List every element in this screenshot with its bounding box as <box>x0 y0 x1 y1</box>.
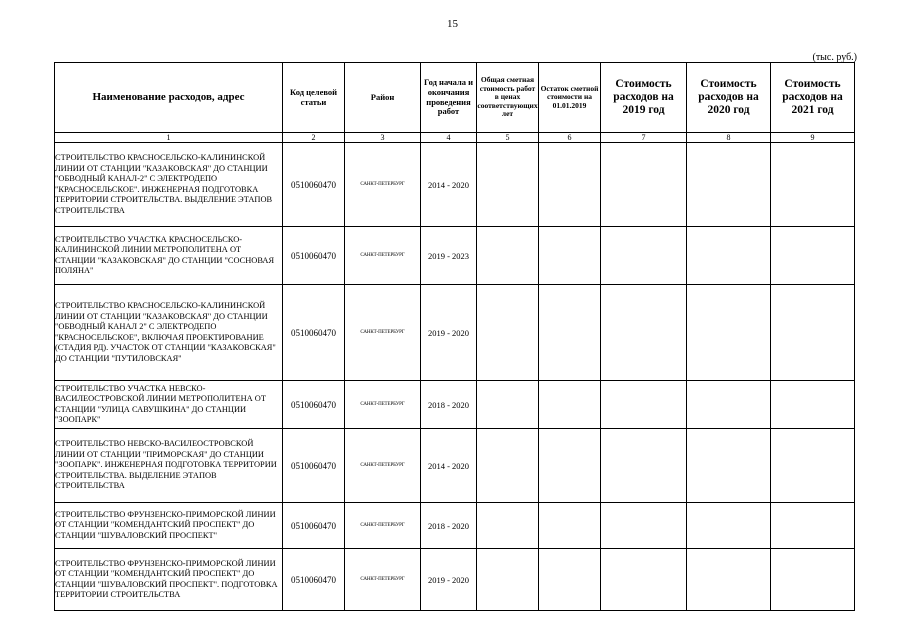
row-years: 2019 - 2020 <box>421 549 477 611</box>
table-row <box>55 227 855 285</box>
column-number: 5 <box>477 133 539 143</box>
unit-note: (тыс. руб.) <box>812 52 857 63</box>
row-code: 0510060470 <box>283 503 345 549</box>
row-region: САНКТ-ПЕТЕРБУРГ <box>345 227 421 285</box>
row-cost-2019 <box>601 549 687 611</box>
row-years: 2014 - 2020 <box>421 429 477 503</box>
row-cost-2020 <box>687 503 771 549</box>
row-years: 2018 - 2020 <box>421 381 477 429</box>
row-cost-2019 <box>601 381 687 429</box>
column-number: 3 <box>345 133 421 143</box>
header-row <box>55 63 855 133</box>
row-total-cost <box>477 227 539 285</box>
header-cost-2020: Стоимость расходов на 2020 год <box>687 63 771 133</box>
row-cost-2019 <box>601 285 687 381</box>
row-cost-2021 <box>771 227 855 285</box>
row-code: 0510060470 <box>283 429 345 503</box>
column-number: 2 <box>283 133 345 143</box>
row-years: 2019 - 2023 <box>421 227 477 285</box>
row-years: 2018 - 2020 <box>421 503 477 549</box>
column-number: 8 <box>687 133 771 143</box>
row-cost-2019 <box>601 227 687 285</box>
row-name: СТРОИТЕЛЬСТВО НЕВСКО-ВАСИЛЕОСТРОВСКОЙ ЛИНИИ ОТ СТАНЦИИ "ПРИМОРСКАЯ" ДО СТАНЦИИ "ЗООПАРК". ИНЖЕНЕРНАЯ ПОДГОТОВКА ТЕРРИТОРИИ СТРОИТЕЛЬСТВА. ВЫДЕЛЕНИЕ ЭТАПОВ СТРОИТЕЛЬСТВА <box>55 429 283 503</box>
row-cost-2021 <box>771 429 855 503</box>
column-number: 7 <box>601 133 687 143</box>
row-code: 0510060470 <box>283 285 345 381</box>
row-name: СТРОИТЕЛЬСТВО УЧАСТКА НЕВСКО-ВАСИЛЕОСТРОВСКОЙ ЛИНИИ МЕТРОПОЛИТЕНА ОТ СТАНЦИИ "УЛИЦА САВУШКИНА" ДО СТАНЦИИ "ЗООПАРК" <box>55 381 283 429</box>
header-cost-2019: Стоимость расходов на 2019 год <box>601 63 687 133</box>
row-cost-2020 <box>687 143 771 227</box>
row-cost-2020 <box>687 227 771 285</box>
row-cost-2020 <box>687 381 771 429</box>
header-years: Год начала и окончания проведения работ <box>421 63 477 133</box>
table-row <box>55 143 855 227</box>
row-region: САНКТ-ПЕТЕРБУРГ <box>345 381 421 429</box>
row-total-cost <box>477 143 539 227</box>
page-number: 15 <box>447 18 458 30</box>
row-region: САНКТ-ПЕТЕРБУРГ <box>345 503 421 549</box>
row-total-cost <box>477 503 539 549</box>
row-remaining <box>539 285 601 381</box>
row-total-cost <box>477 549 539 611</box>
column-number: 6 <box>539 133 601 143</box>
row-cost-2020 <box>687 549 771 611</box>
row-remaining <box>539 549 601 611</box>
row-name: СТРОИТЕЛЬСТВО ФРУНЗЕНСКО-ПРИМОРСКОЙ ЛИНИИ ОТ СТАНЦИИ "КОМЕНДАНТСКИЙ ПРОСПЕКТ" ДО СТАНЦИИ "ШУВАЛОВСКИЙ ПРОСПЕКТ" <box>55 503 283 549</box>
row-cost-2020 <box>687 285 771 381</box>
row-cost-2019 <box>601 429 687 503</box>
header-name: Наименование расходов, адрес <box>55 63 283 133</box>
row-cost-2021 <box>771 143 855 227</box>
row-total-cost <box>477 381 539 429</box>
row-name: СТРОИТЕЛЬСТВО КРАСНОСЕЛЬСКО-КАЛИНИНСКОЙ ЛИНИИ ОТ СТАНЦИИ "КАЗАКОВСКАЯ" ДО СТАНЦИИ "ОБВОДНЫЙ КАНАЛ-2" С ЭЛЕКТРОДЕПО "КРАСНОСЕЛЬСКОЕ". ИНЖЕНЕРНАЯ ПОДГОТОВКА ТЕРРИТОРИИ СТРОИТЕЛЬСТВА. ВЫДЕЛЕНИЕ ЭТАПОВ СТРОИТЕЛЬСТВА <box>55 143 283 227</box>
row-code: 0510060470 <box>283 381 345 429</box>
row-cost-2020 <box>687 429 771 503</box>
row-name: СТРОИТЕЛЬСТВО УЧАСТКА КРАСНОСЕЛЬСКО-КАЛИНИНСКОЙ ЛИНИИ МЕТРОПОЛИТЕНА ОТ СТАНЦИИ "КАЗАКОВСКАЯ" ДО СТАНЦИИ "СОСНОВАЯ ПОЛЯНА" <box>55 227 283 285</box>
header-code: Код целевой статьи <box>283 63 345 133</box>
row-years: 2014 - 2020 <box>421 143 477 227</box>
column-number: 9 <box>771 133 855 143</box>
row-region: САНКТ-ПЕТЕРБУРГ <box>345 143 421 227</box>
header-cost-2021: Стоимость расходов на 2021 год <box>771 63 855 133</box>
row-code: 0510060470 <box>283 143 345 227</box>
column-number: 4 <box>421 133 477 143</box>
header-remaining: Остаток сметной стоимости на 01.01.2019 <box>539 63 601 133</box>
row-years: 2019 - 2020 <box>421 285 477 381</box>
header-region: Район <box>345 63 421 133</box>
row-remaining <box>539 429 601 503</box>
row-code: 0510060470 <box>283 549 345 611</box>
table-row <box>55 503 855 549</box>
row-cost-2021 <box>771 503 855 549</box>
table-row <box>55 429 855 503</box>
row-cost-2019 <box>601 503 687 549</box>
budget-table <box>54 62 855 611</box>
header-total-cost: Общая сметная стоимость работ в ценах соответствующих лет <box>477 63 539 133</box>
row-code: 0510060470 <box>283 227 345 285</box>
row-region: САНКТ-ПЕТЕРБУРГ <box>345 429 421 503</box>
row-remaining <box>539 503 601 549</box>
table-row <box>55 381 855 429</box>
row-total-cost <box>477 285 539 381</box>
table-row <box>55 549 855 611</box>
row-remaining <box>539 381 601 429</box>
row-total-cost <box>477 429 539 503</box>
row-cost-2021 <box>771 381 855 429</box>
row-name: СТРОИТЕЛЬСТВО ФРУНЗЕНСКО-ПРИМОРСКОЙ ЛИНИИ ОТ СТАНЦИИ "КОМЕНДАНТСКИЙ ПРОСПЕКТ" ДО СТАНЦИИ "ШУВАЛОВСКИЙ ПРОСПЕКТ". ПОДГОТОВКА ТЕРРИТОРИИ СТРОИТЕЛЬСТВА <box>55 549 283 611</box>
table-row <box>55 285 855 381</box>
column-number: 1 <box>55 133 283 143</box>
column-number-row <box>55 133 855 143</box>
row-remaining <box>539 227 601 285</box>
row-cost-2021 <box>771 285 855 381</box>
row-region: САНКТ-ПЕТЕРБУРГ <box>345 549 421 611</box>
row-region: САНКТ-ПЕТЕРБУРГ <box>345 285 421 381</box>
row-remaining <box>539 143 601 227</box>
row-name: СТРОИТЕЛЬСТВО КРАСНОСЕЛЬСКО-КАЛИНИНСКОЙ ЛИНИИ ОТ СТАНЦИИ "КАЗАКОВСКАЯ" ДО СТАНЦИИ "ОБВОДНЫЙ КАНАЛ 2" С ЭЛЕКТРОДЕПО "КРАСНОСЕЛЬСКОЕ", ВКЛЮЧАЯ ПРОЕКТИРОВАНИЕ (СТАДИЯ РД). УЧАСТОК ОТ СТАНЦИИ "КАЗАКОВСКАЯ" ДО СТАНЦИИ "ПУТИЛОВСКАЯ" <box>55 285 283 381</box>
row-cost-2019 <box>601 143 687 227</box>
row-cost-2021 <box>771 549 855 611</box>
